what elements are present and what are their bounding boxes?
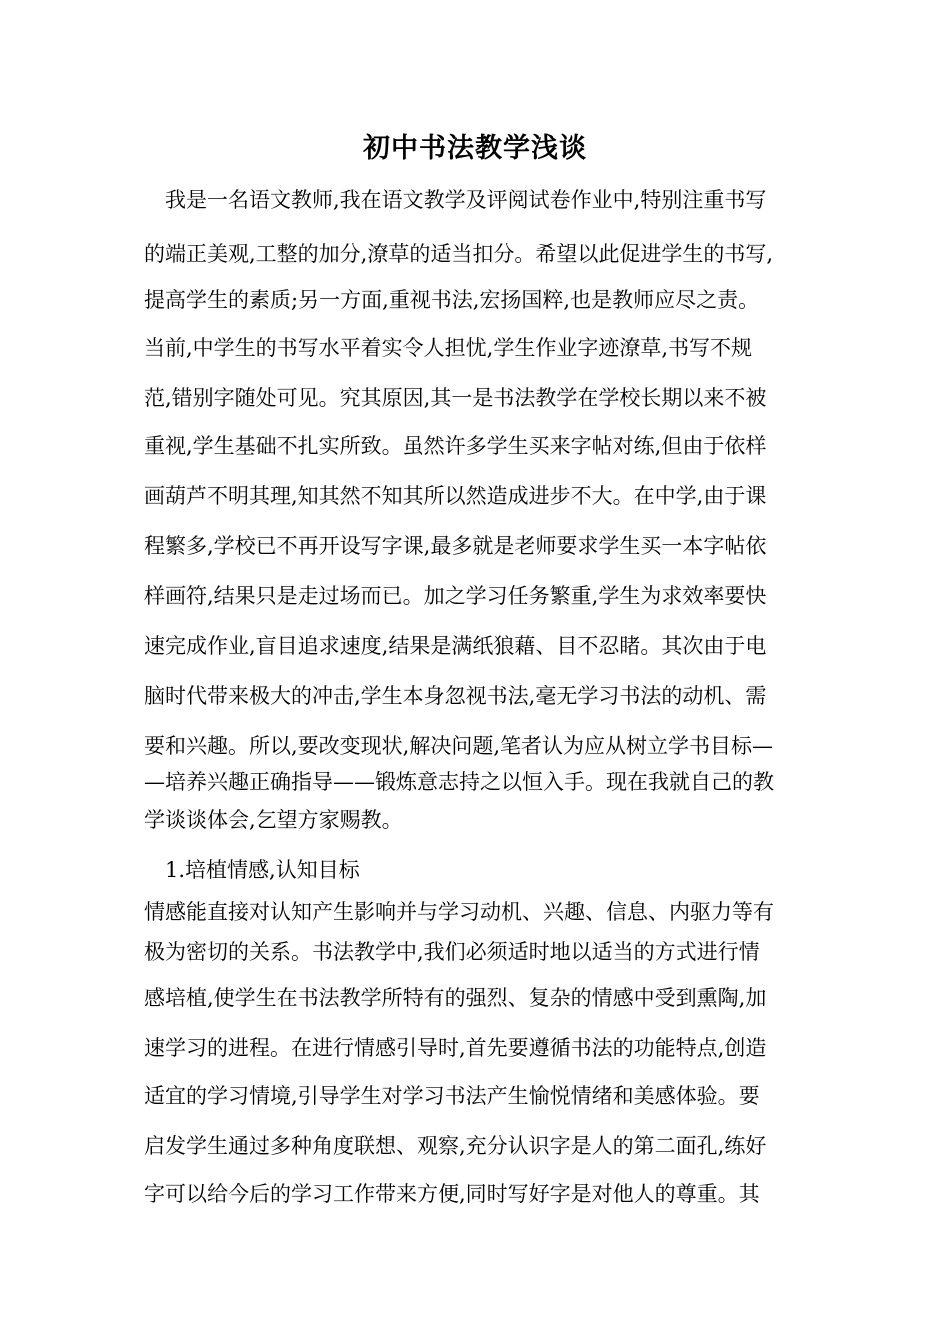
document-title: 初中书法教学浅谈 (363, 133, 587, 164)
paragraph-line: 启发学生通过多种角度联想、观察,充分认识字是人的第二面孔,练好 (144, 1134, 767, 1158)
paragraph-line: 重视,学生基础不扎实所致。虽然许多学生买来字帖对练,但由于依样 (144, 434, 767, 458)
paragraph-line: 画葫芦不明其理,知其然不知其所以然造成进步不大。在中学,由于课 (144, 484, 767, 508)
paragraph-line: 感培植,使学生在书法教学所特有的强烈、复杂的情感中受到熏陶,加 (144, 986, 767, 1010)
paragraph-line: 当前,中学生的书写水平着实令人担忧,学生作业字迹潦草,书写不规 (144, 336, 753, 360)
paragraph-line: —培养兴趣正确指导——锻炼意志持之以恒入手。现在我就自己的教 (144, 770, 774, 794)
paragraph-line: 字可以给今后的学习工作带来方便,同时写好字是对他人的尊重。其 (144, 1182, 760, 1206)
paragraph-line: 适宜的学习情境,引导学生对学习书法产生愉悦情绪和美感体验。要 (144, 1084, 760, 1108)
paragraph-line: 学谈谈体会,乞望方家赐教。 (144, 808, 403, 832)
paragraph-line: 要和兴趣。所以,要改变现状,解决问题,笔者认为应从树立学书目标— (144, 734, 774, 758)
paragraph-line: 我是一名语文教师,我在语文教学及评阅试卷作业中,特别注重书写 (144, 188, 767, 212)
paragraph-line: 脑时代带来极大的冲击,学生本身忽视书法,毫无学习书法的动机、需 (144, 684, 767, 708)
paragraph-line: 提高学生的素质;另一方面,重视书法,宏扬国粹,也是教师应尽之责。 (144, 288, 760, 312)
paragraph-line: 样画符,结果只是走过场而已。加之学习任务繁重,学生为求效率要快 (144, 584, 767, 608)
paragraph-line: 情感能直接对认知产生影响并与学习动机、兴趣、信息、内驱力等有 (144, 900, 774, 924)
paragraph-line: 程繁多,学校已不再开设写字课,最多就是老师要求学生买一本字帖依 (144, 534, 767, 558)
paragraph-line: 速完成作业,盲目追求速度,结果是满纸狼藉、目不忍睹。其次由于电 (144, 634, 767, 658)
paragraph-line: 极为密切的关系。书法教学中,我们必须适时地以适当的方式进行情 (144, 940, 760, 964)
paragraph-line: 速学习的进程。在进行情感引导时,首先要遵循书法的功能特点,创造 (144, 1036, 767, 1060)
paragraph-line: 范,错别字随处可见。究其原因,其一是书法教学在学校长期以来不被 (144, 386, 767, 410)
section-heading: 1.培植情感,认知目标 (165, 858, 360, 882)
paragraph-line: 的端正美观,工整的加分,潦草的适当扣分。希望以此促进学生的书写, (144, 242, 774, 266)
